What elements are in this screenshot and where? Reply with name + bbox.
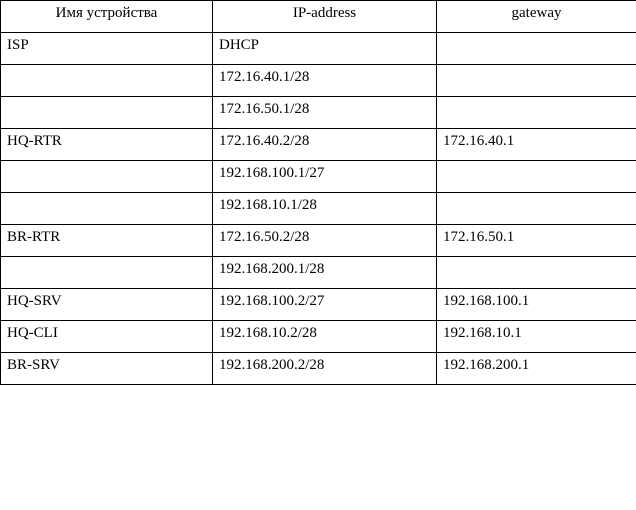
table-row [1, 257, 636, 289]
cell-gateway [437, 65, 636, 97]
cell-device-name: HQ-SRV [1, 289, 213, 321]
cell-gateway: 172.16.40.1 [437, 129, 636, 161]
cell-device-name: BR-SRV [1, 353, 213, 385]
cell-ip-address: 172.16.50.2/28 [213, 225, 437, 257]
cell-device-name: BR-RTR [1, 225, 213, 257]
cell-ip-address: 172.16.40.1/28 [213, 65, 437, 97]
cell-ip-address: 192.168.200.1/28 [213, 257, 437, 289]
column-header-gateway: gateway [437, 1, 636, 33]
table-row [1, 289, 636, 321]
table-row [1, 225, 636, 257]
table-body [1, 33, 636, 385]
cell-ip-address: 192.168.100.2/27 [213, 289, 437, 321]
table-header-row [1, 1, 636, 33]
cell-ip-address: DHCP [213, 33, 437, 65]
table-row [1, 65, 636, 97]
column-header-ip-address: IP-address [213, 1, 437, 33]
table-row [1, 129, 636, 161]
table-row [1, 97, 636, 129]
cell-device-name [1, 193, 213, 225]
cell-gateway [437, 33, 636, 65]
table-header [1, 1, 636, 33]
cell-gateway: 172.16.50.1 [437, 225, 636, 257]
cell-gateway [437, 257, 636, 289]
column-header-device-name: Имя устройства [1, 1, 213, 33]
cell-ip-address: 192.168.100.1/27 [213, 161, 437, 193]
cell-gateway: 192.168.200.1 [437, 353, 636, 385]
cell-device-name [1, 97, 213, 129]
table-row [1, 353, 636, 385]
table-row [1, 193, 636, 225]
cell-ip-address: 172.16.50.1/28 [213, 97, 437, 129]
cell-device-name: ISP [1, 33, 213, 65]
cell-ip-address: 192.168.10.2/28 [213, 321, 437, 353]
cell-device-name: HQ-CLI [1, 321, 213, 353]
cell-ip-address: 192.168.10.1/28 [213, 193, 437, 225]
table-row [1, 161, 636, 193]
table-row [1, 321, 636, 353]
cell-gateway [437, 97, 636, 129]
cell-device-name [1, 161, 213, 193]
cell-gateway: 192.168.10.1 [437, 321, 636, 353]
cell-ip-address: 172.16.40.2/28 [213, 129, 437, 161]
cell-gateway [437, 193, 636, 225]
cell-device-name: HQ-RTR [1, 129, 213, 161]
cell-gateway: 192.168.100.1 [437, 289, 636, 321]
cell-device-name [1, 257, 213, 289]
cell-device-name [1, 65, 213, 97]
cell-ip-address: 192.168.200.2/28 [213, 353, 437, 385]
cell-gateway [437, 161, 636, 193]
table-row [1, 33, 636, 65]
